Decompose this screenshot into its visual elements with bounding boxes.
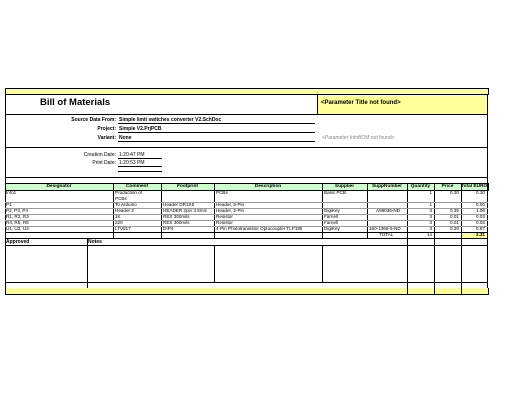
notes-label: Notes <box>88 239 102 245</box>
row6-total: 0.87 <box>476 226 485 231</box>
row1-designator: Info1 <box>6 190 17 195</box>
row1-supplier: Basic PCB <box>324 190 346 195</box>
row3-suppnumber: A98036-ND <box>376 208 401 213</box>
header-price: Price <box>441 184 454 189</box>
row3-quantity: 3 <box>429 208 432 213</box>
creation-date-label: Creation Date: <box>83 152 116 158</box>
bottom-band <box>5 288 489 295</box>
print-date-label: Print Date: <box>92 160 116 166</box>
row1-price: 0.30 <box>450 190 459 195</box>
variant-label: Variant: <box>97 135 116 141</box>
total-quantity: 14 <box>426 232 432 237</box>
row4-price: 0.01 <box>450 214 459 219</box>
row1-comment-line2: PCBs <box>115 196 127 201</box>
bom-sheet <box>5 88 488 306</box>
row6-description: 4-Pin Phototransistor Optocoupler TLP185 <box>216 226 303 231</box>
row6-footprint: DIP4 <box>163 226 174 231</box>
header-quantity: Quantity <box>410 184 431 189</box>
variant-value: None <box>119 135 132 141</box>
row3-footprint: HEADER 2pin 3.5mm <box>163 208 208 213</box>
row4-quantity: 3 <box>429 214 432 219</box>
row5-price: 0.01 <box>450 220 459 225</box>
row3-price: 0.35 <box>450 208 459 213</box>
row1-comment: Production of <box>115 190 143 195</box>
row6-suppnumber: 160-1366-5-ND <box>369 226 401 231</box>
row1-quantity: 1 <box>429 190 432 195</box>
row6-supplier: DigiKey <box>324 226 340 231</box>
header-suppnumber: SuppNumber <box>371 184 403 189</box>
parameter-title: <Parameter Title not found> <box>321 100 401 106</box>
creation-date-value: 1:20:47 PM <box>119 152 145 158</box>
row5-description: Resistor <box>216 220 233 225</box>
approved-label: Approved <box>6 239 30 245</box>
row3-supplier: DigiKey <box>324 208 340 213</box>
row6-quantity: 3 <box>429 226 432 231</box>
row1-total: 0.30 <box>476 190 485 195</box>
source-label: Source Data From: <box>71 117 116 123</box>
header-comment: Comment <box>125 184 149 189</box>
row1-description: PCBs <box>216 190 228 195</box>
row5-footprint: RES 300mils <box>163 220 190 225</box>
print-date-value: 1:20:53 PM <box>119 160 145 166</box>
row2-total: 0.00 <box>476 202 485 207</box>
row2-footprint: Header DR1X5 <box>163 202 195 207</box>
row6-price: 0.29 <box>450 226 459 231</box>
header-description: Description <box>254 184 282 189</box>
row4-supplier: Farnell <box>324 214 339 219</box>
row3-designator: P2, P3, P4 <box>6 208 28 213</box>
row4-footprint: RES 300mils <box>163 214 190 219</box>
row4-description: Resistor <box>216 214 233 219</box>
row5-supplier: Farnell <box>324 220 339 225</box>
header-supplier: Supplier <box>334 184 355 189</box>
source-value: Simple limit switches converter V2.SchDoc <box>119 117 222 123</box>
row6-designator: U1, U2, U3 <box>6 226 29 231</box>
total-euro: 2.31 <box>476 232 485 237</box>
row2-description: Header, 5-Pin <box>216 202 245 207</box>
total-label: TOTAL <box>379 232 394 237</box>
row3-total: 1.06 <box>476 208 485 213</box>
row4-designator: R1, R2, R3 <box>6 214 29 219</box>
row2-quantity: 1 <box>429 202 432 207</box>
parameter-info: <Parameter InfoBOM not found> <box>322 135 395 141</box>
row5-comment: 220 <box>115 220 123 225</box>
row5-quantity: 3 <box>429 220 432 225</box>
header-total-euro: Total EURO <box>461 184 488 189</box>
document-title: Bill of Materials <box>40 97 111 108</box>
row5-designator: R4, R5, R6 <box>6 220 29 225</box>
row5-total: 0.03 <box>476 220 485 225</box>
header-footprint: Footprint <box>176 184 199 189</box>
row2-comment: To Arduino <box>115 202 137 207</box>
row3-comment: Header 2 <box>115 208 134 213</box>
row2-designator: P1 <box>6 202 12 207</box>
header-designator: Designator <box>46 184 72 189</box>
row4-total: 0.03 <box>476 214 485 219</box>
project-label: Project: <box>97 126 116 132</box>
title-yellow-right <box>435 94 488 115</box>
row3-description: Header, 2-Pin <box>216 208 245 213</box>
row4-comment: 1K <box>115 214 121 219</box>
project-value: Simple V2.PrjPCB <box>119 126 162 132</box>
row6-comment: LTV817 <box>115 226 131 231</box>
